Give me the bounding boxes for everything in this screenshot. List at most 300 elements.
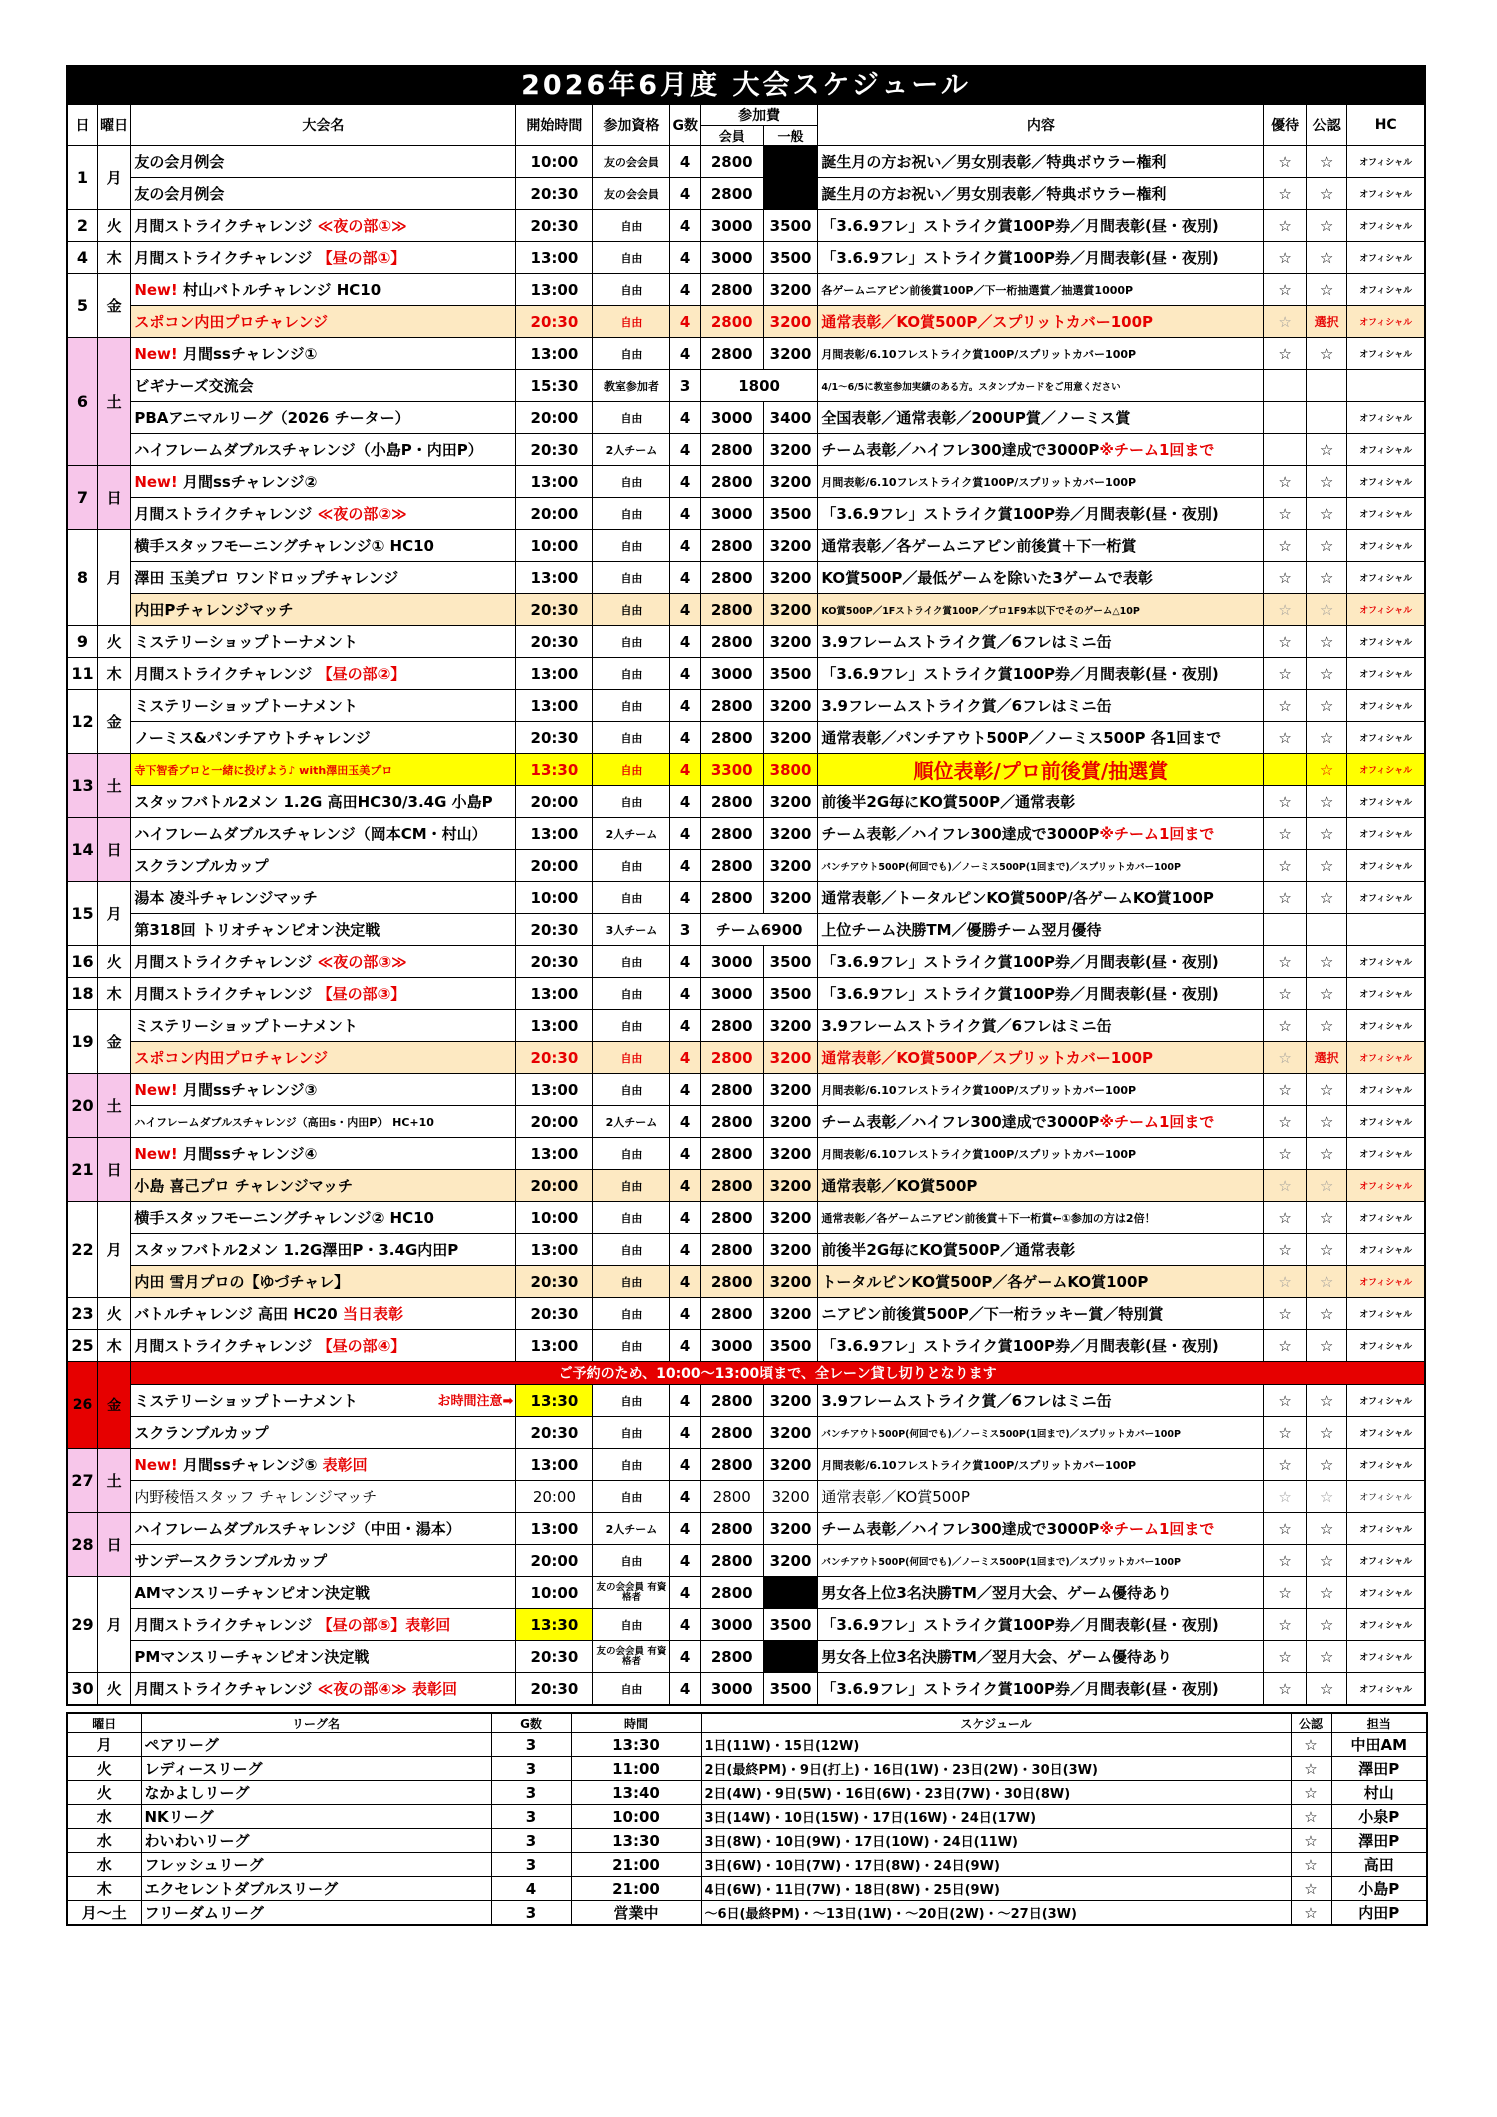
start-time: 13:00: [516, 1449, 593, 1481]
tournament-name: [131, 1449, 516, 1481]
eligibility: 自由: [593, 1609, 670, 1641]
tournament-name: [131, 1417, 516, 1449]
eligibility: 自由: [593, 626, 670, 658]
game-count: 4: [670, 946, 700, 978]
game-count: 4: [670, 1298, 700, 1330]
league-games: 3: [491, 1829, 571, 1853]
kounin-mark: ☆: [1306, 1010, 1347, 1042]
fee-member: 2800: [700, 1074, 763, 1106]
tournament-row: [67, 1042, 1425, 1074]
tournament-highlight: 【昼の部③】: [317, 985, 406, 1003]
tournament-name-text: 寺下智香プロと一緒に投げよう♪ with澤田玉美プロ: [134, 763, 393, 777]
game-count: 4: [670, 818, 700, 850]
fee-member: 2800: [700, 1641, 763, 1673]
start-time: 20:30: [516, 594, 593, 626]
content: [818, 1577, 1264, 1609]
tournament-name: [131, 1138, 516, 1170]
content: [818, 1609, 1264, 1641]
eligibility: 自由: [593, 1545, 670, 1577]
content-text: 誕生月の方お祝い／男女別表彰／特典ボウラー権利: [821, 153, 1167, 171]
tournament-name-text: ハイフレームダブルスチャレンジ（中田・湯本）: [134, 1520, 461, 1538]
day-cell: 7: [67, 466, 97, 530]
league-schedule: 3日(14W)・10日(15W)・17日(16W)・24日(17W): [701, 1805, 1291, 1829]
start-time: 20:30: [516, 434, 593, 466]
tournament-name: [131, 466, 516, 498]
day-cell: 11: [67, 658, 97, 690]
tournament-name-text: 月間ssチャレンジ③: [182, 1081, 318, 1099]
league-header-name: リーグ名: [141, 1713, 491, 1733]
start-time: 20:00: [516, 402, 593, 434]
tournament-row: [67, 946, 1425, 978]
eligibility: 自由: [593, 946, 670, 978]
game-count: 4: [670, 1234, 700, 1266]
tournament-name: [131, 786, 516, 818]
kounin-mark: ☆: [1306, 1673, 1347, 1706]
tournament-name: [131, 146, 516, 178]
start-time: 20:30: [516, 1673, 593, 1706]
fee-general: 3200: [763, 1234, 818, 1266]
league-weekday: 月～土: [67, 1901, 141, 1926]
kounin-mark: ☆: [1306, 178, 1347, 210]
content-text: 男女各上位3名決勝TM／翌月大会、ゲーム優待あり: [821, 1584, 1172, 1602]
content: [818, 210, 1264, 242]
tournament-name-text: PMマンスリーチャンピオン決定戦: [134, 1648, 370, 1666]
hc-label: オフィシャル: [1347, 1449, 1425, 1481]
yutai-mark: ☆: [1264, 1385, 1307, 1417]
weekday-cell: 月: [97, 1577, 130, 1673]
yutai-mark: ☆: [1264, 1170, 1307, 1202]
content-text: 各ゲームニアピン前後賞100P／下一桁抽選賞／抽選賞1000P: [821, 283, 1134, 297]
game-count: 4: [670, 1170, 700, 1202]
content: [818, 1138, 1264, 1170]
game-count: 4: [670, 722, 700, 754]
tournament-highlight: ≪夜の部②≫: [317, 505, 407, 523]
league-header-staff: 担当: [1331, 1713, 1427, 1733]
tournament-row: [67, 1010, 1425, 1042]
tournament-table: [66, 103, 1426, 1706]
fee-general: 3500: [763, 658, 818, 690]
day-cell: 22: [67, 1202, 97, 1298]
start-time: 20:30: [516, 1298, 593, 1330]
content-text: 4/1～6/5に教室参加実績のある方。スタンプカードをご用意ください: [821, 381, 1121, 393]
header-name: 大会名: [131, 104, 516, 146]
tournament-row: [67, 338, 1425, 370]
league-schedule: 4日(6W)・11日(7W)・18日(8W)・25日(9W): [701, 1877, 1291, 1901]
league-time: 13:30: [571, 1829, 701, 1853]
start-time: 13:00: [516, 658, 593, 690]
start-time: 13:00: [516, 274, 593, 306]
fee-general: 3200: [763, 626, 818, 658]
content-text: 「3.6.9フレ」ストライク賞100P券／月間表彰(昼・夜別): [821, 665, 1219, 683]
content-text: KO賞500P／最低ゲームを除いた3ゲームで表彰: [821, 569, 1153, 587]
hc-label: オフィシャル: [1347, 466, 1425, 498]
new-badge: New!: [134, 345, 183, 363]
game-count: 4: [670, 1202, 700, 1234]
tournament-row: [67, 690, 1425, 722]
game-count: 4: [670, 978, 700, 1010]
eligibility: 友の会会員 有資格者: [593, 1641, 670, 1673]
yutai-mark: [1264, 914, 1307, 946]
tournament-name: [131, 690, 516, 722]
content: [818, 850, 1264, 882]
yutai-mark: ☆: [1264, 1138, 1307, 1170]
yutai-mark: ☆: [1264, 818, 1307, 850]
fee-member: 2800: [700, 1513, 763, 1545]
content-note: ※チーム1回まで: [1099, 825, 1215, 843]
tournament-name-text: 横手スタッフモーニングチャレンジ② HC10: [134, 1209, 434, 1227]
header-games: G数: [670, 104, 700, 146]
tournament-name: [131, 722, 516, 754]
tournament-name-text: 内田Pチャレンジマッチ: [134, 601, 294, 619]
kounin-mark: ☆: [1306, 594, 1347, 626]
fee-member: 2800: [700, 1385, 763, 1417]
fee-general: 3200: [763, 818, 818, 850]
fee-member: 2800: [700, 1298, 763, 1330]
content-text: 月間表彰/6.10フレストライク賞100P/スプリットカバー100P: [821, 1083, 1137, 1097]
start-time: 20:30: [516, 946, 593, 978]
fee-general: 3200: [763, 1449, 818, 1481]
fee-member: 2800: [700, 1449, 763, 1481]
start-time: 13:00: [516, 466, 593, 498]
fee-general: 3200: [763, 850, 818, 882]
hc-label: オフィシャル: [1347, 658, 1425, 690]
kounin-mark: ☆: [1306, 850, 1347, 882]
game-count: 3: [670, 370, 700, 402]
day-cell: 19: [67, 1010, 97, 1074]
fee-member: 3000: [700, 978, 763, 1010]
tournament-name-text: バトルチャレンジ 高田 HC20: [134, 1305, 343, 1323]
header-fee: 参加費: [700, 104, 818, 126]
start-time: 10:00: [516, 530, 593, 562]
tournament-row: [67, 882, 1425, 914]
game-count: 4: [670, 1449, 700, 1481]
kounin-mark: ☆: [1306, 498, 1347, 530]
weekday-cell: 日: [97, 1138, 130, 1202]
fee-general: 3200: [763, 1545, 818, 1577]
day-cell: 30: [67, 1673, 97, 1706]
game-count: 4: [670, 274, 700, 306]
eligibility: 友の会会員 有資格者: [593, 1577, 670, 1609]
league-header-kounin: 公認: [1291, 1713, 1331, 1733]
tournament-name: [131, 498, 516, 530]
eligibility: 2人チーム: [593, 434, 670, 466]
yutai-mark: ☆: [1264, 658, 1307, 690]
content: [818, 1298, 1264, 1330]
tournament-name-text: 村山バトルチャレンジ HC10: [182, 281, 382, 299]
day-cell: 23: [67, 1298, 97, 1330]
fee-combined: 1800: [700, 370, 818, 402]
weekday-cell: 木: [97, 242, 130, 274]
tournament-row: [67, 594, 1425, 626]
hc-label: オフィシャル: [1347, 1202, 1425, 1234]
tournament-name: [131, 626, 516, 658]
kounin-mark: ☆: [1306, 882, 1347, 914]
weekday-cell: 金: [97, 1362, 130, 1449]
weekday-cell: 日: [97, 466, 130, 530]
kounin-mark: ☆: [1306, 1074, 1347, 1106]
start-time: 13:30: [516, 1609, 593, 1641]
game-count: 4: [670, 338, 700, 370]
day-cell: 16: [67, 946, 97, 978]
eligibility: 自由: [593, 594, 670, 626]
start-time: 13:00: [516, 1234, 593, 1266]
tournament-name: [131, 978, 516, 1010]
yutai-mark: ☆: [1264, 1074, 1307, 1106]
fee-member: 2800: [700, 1010, 763, 1042]
yutai-mark: ☆: [1264, 178, 1307, 210]
start-time: 20:30: [516, 306, 593, 338]
content-text: 月間表彰/6.10フレストライク賞100P/スプリットカバー100P: [821, 1147, 1137, 1161]
day-cell: 20: [67, 1074, 97, 1138]
tournament-name: [131, 914, 516, 946]
eligibility: 自由: [593, 210, 670, 242]
fee-member: 2800: [700, 850, 763, 882]
content-text: パンチアウト500P(何回でも)／ノーミス500P(1回まで)／スプリットカバー100P: [821, 1428, 1181, 1440]
league-name: ペアリーグ: [141, 1733, 491, 1757]
day-cell: 1: [67, 146, 97, 210]
start-time: 20:30: [516, 1417, 593, 1449]
kounin-mark: ☆: [1306, 1385, 1347, 1417]
fee-general: 3200: [763, 1074, 818, 1106]
kounin-mark: [1306, 370, 1347, 402]
yutai-mark: [1264, 370, 1307, 402]
weekday-cell: 日: [97, 818, 130, 882]
yutai-mark: ☆: [1264, 242, 1307, 274]
content: [818, 306, 1264, 338]
content: [818, 1481, 1264, 1513]
league-staff: 澤田P: [1331, 1829, 1427, 1853]
eligibility: 自由: [593, 562, 670, 594]
league-row: [67, 1853, 1427, 1877]
fee-member: 2800: [700, 530, 763, 562]
fee-general: 3200: [763, 1010, 818, 1042]
content-text: 3.9フレームストライク賞／6フレはミニ缶: [821, 1392, 1112, 1410]
hc-label: オフィシャル: [1347, 850, 1425, 882]
eligibility: 自由: [593, 1330, 670, 1362]
new-badge: New!: [134, 1081, 183, 1099]
day-cell: 27: [67, 1449, 97, 1513]
kounin-mark: ☆: [1306, 274, 1347, 306]
league-name: わいわいリーグ: [141, 1829, 491, 1853]
content-text: 誕生月の方お祝い／男女別表彰／特典ボウラー権利: [821, 185, 1167, 203]
hc-label: オフィシャル: [1347, 1106, 1425, 1138]
weekday-cell: 日: [97, 1513, 130, 1577]
fee-member: 2800: [700, 818, 763, 850]
tournament-name-text: 内野稜悟スタッフ チャレンジマッチ: [134, 1488, 378, 1506]
kounin-mark: ☆: [1306, 1481, 1347, 1513]
game-count: 4: [670, 626, 700, 658]
fee-general: 3200: [763, 466, 818, 498]
yutai-mark: ☆: [1264, 1609, 1307, 1641]
game-count: 4: [670, 690, 700, 722]
content-text: 通常表彰／トータルピンKO賞500P/各ゲームKO賞100P: [821, 889, 1214, 907]
start-time: 13:00: [516, 978, 593, 1010]
hc-label: オフィシャル: [1347, 1010, 1425, 1042]
eligibility: 自由: [593, 274, 670, 306]
weekday-cell: 火: [97, 210, 130, 242]
content-text: 3.9フレームストライク賞／6フレはミニ缶: [821, 697, 1112, 715]
start-time: 20:30: [516, 914, 593, 946]
content: [818, 1513, 1264, 1545]
game-count: 4: [670, 786, 700, 818]
weekday-cell: 月: [97, 530, 130, 626]
eligibility: 自由: [593, 978, 670, 1010]
content: [818, 1074, 1264, 1106]
content: [818, 1234, 1264, 1266]
game-count: 4: [670, 466, 700, 498]
header-day: 日: [67, 104, 97, 146]
tournament-highlight: 【昼の部①】: [317, 249, 406, 267]
weekday-cell: 金: [97, 690, 130, 754]
header-eligibility: 参加資格: [593, 104, 670, 146]
content-text: 男女各上位3名決勝TM／翌月大会、ゲーム優待あり: [821, 1648, 1172, 1666]
hc-label: オフィシャル: [1347, 1074, 1425, 1106]
tournament-highlight: 【昼の部⑤】表彰回: [317, 1616, 451, 1634]
league-name: エクセレントダブルスリーグ: [141, 1877, 491, 1901]
tournament-row: [67, 754, 1425, 786]
weekday-cell: 火: [97, 946, 130, 978]
content: [818, 562, 1264, 594]
weekday-cell: 木: [97, 658, 130, 690]
content-note: ※チーム1回まで: [1099, 441, 1215, 459]
league-name: なかよしリーグ: [141, 1781, 491, 1805]
start-time: 20:00: [516, 1170, 593, 1202]
content-text: パンチアウト500P(何回でも)／ノーミス500P(1回まで)／スプリットカバー100P: [821, 1556, 1181, 1568]
content-text: トータルピンKO賞500P／各ゲームKO賞100P: [821, 1273, 1149, 1291]
kounin-mark: ☆: [1306, 1577, 1347, 1609]
fee-general: 3200: [763, 306, 818, 338]
kounin-mark: ☆: [1306, 658, 1347, 690]
fee-general: 3500: [763, 210, 818, 242]
league-staff: 内田P: [1331, 1901, 1427, 1926]
new-badge: New!: [134, 1145, 183, 1163]
hc-label: オフィシャル: [1347, 594, 1425, 626]
game-count: 4: [670, 1010, 700, 1042]
day-cell: 8: [67, 530, 97, 626]
header-weekday: 曜日: [97, 104, 130, 146]
tournament-row: [67, 1481, 1425, 1513]
fee-general: 3200: [763, 338, 818, 370]
hc-label: オフィシャル: [1347, 210, 1425, 242]
fee-general: 3500: [763, 1673, 818, 1706]
day-cell: 15: [67, 882, 97, 946]
fee-member: 2800: [700, 1481, 763, 1513]
league-staff: 澤田P: [1331, 1757, 1427, 1781]
fee-member: 2800: [700, 1417, 763, 1449]
content: [818, 658, 1264, 690]
start-time: 20:30: [516, 1042, 593, 1074]
hc-label: オフィシャル: [1347, 274, 1425, 306]
eligibility: 自由: [593, 850, 670, 882]
tournament-name: [131, 1266, 516, 1298]
yutai-mark: ☆: [1264, 1641, 1307, 1673]
eligibility: 自由: [593, 754, 670, 786]
kounin-mark: ☆: [1306, 946, 1347, 978]
fee-general: 3200: [763, 434, 818, 466]
game-count: 4: [670, 1106, 700, 1138]
fee-member: 2800: [700, 1545, 763, 1577]
hc-label: オフィシャル: [1347, 818, 1425, 850]
weekday-cell: 金: [97, 274, 130, 338]
game-count: 4: [670, 1481, 700, 1513]
yutai-mark: ☆: [1264, 562, 1307, 594]
fee-member: 3300: [700, 754, 763, 786]
league-staff: 中田AM: [1331, 1733, 1427, 1757]
start-time: 10:00: [516, 1202, 593, 1234]
tournament-row: [67, 914, 1425, 946]
content: [818, 530, 1264, 562]
game-count: 4: [670, 306, 700, 338]
league-staff: 村山: [1331, 1781, 1427, 1805]
fee-member: 3000: [700, 210, 763, 242]
league-games: 3: [491, 1781, 571, 1805]
fee-general: 3200: [763, 1266, 818, 1298]
content-text: パンチアウト500P(何回でも)／ノーミス500P(1回まで)／スプリットカバー100P: [821, 861, 1181, 873]
league-schedule: 3日(6W)・10日(7W)・17日(8W)・24日(9W): [701, 1853, 1291, 1877]
hc-label: オフィシャル: [1347, 1673, 1425, 1706]
header-yutai: 優待: [1264, 104, 1307, 146]
kounin-mark: ☆: [1306, 530, 1347, 562]
start-time: 13:00: [516, 562, 593, 594]
yutai-mark: ☆: [1264, 882, 1307, 914]
tournament-name-text: ミステリーショップトーナメント: [134, 697, 358, 715]
tournament-name-text: 月間ストライクチャレンジ: [134, 1337, 318, 1355]
content-text: 「3.6.9フレ」ストライク賞100P券／月間表彰(昼・夜別): [821, 1680, 1219, 1698]
league-kounin: ☆: [1291, 1757, 1331, 1781]
game-count: 4: [670, 1609, 700, 1641]
tournament-name-text: ハイフレームダブルスチャレンジ（小島P・内田P）: [134, 441, 483, 459]
game-count: 4: [670, 434, 700, 466]
hc-label: オフィシャル: [1347, 1609, 1425, 1641]
fee-general: 3200: [763, 722, 818, 754]
yutai-mark: ☆: [1264, 690, 1307, 722]
start-time: 20:00: [516, 850, 593, 882]
tournament-name-text: 友の会月例会: [134, 185, 225, 203]
tournament-name: [131, 1074, 516, 1106]
kounin-mark: ☆: [1306, 1266, 1347, 1298]
day-cell: 26: [67, 1362, 97, 1449]
eligibility: 教室参加者: [593, 370, 670, 402]
fee-member: 3000: [700, 658, 763, 690]
tournament-name-text: ハイフレームダブルスチャレンジ（高田s・内田P） HC+10: [134, 1115, 434, 1129]
tournament-row: [67, 1577, 1425, 1609]
tournament-name-text: 横手スタッフモーニングチャレンジ① HC10: [134, 537, 434, 555]
eligibility: 自由: [593, 1417, 670, 1449]
yutai-mark: ☆: [1264, 1202, 1307, 1234]
content: [818, 786, 1264, 818]
hc-label: オフィシャル: [1347, 178, 1425, 210]
league-header-weekday: 曜日: [67, 1713, 141, 1733]
eligibility: 自由: [593, 530, 670, 562]
tournament-name: [131, 1330, 516, 1362]
start-time: 20:00: [516, 1481, 593, 1513]
weekday-cell: 月: [97, 146, 130, 210]
eligibility: 2人チーム: [593, 1513, 670, 1545]
league-time: 13:30: [571, 1733, 701, 1757]
yutai-mark: ☆: [1264, 1545, 1307, 1577]
tournament-name-text: ミステリーショップトーナメント: [134, 1392, 358, 1410]
eligibility: 友の会会員: [593, 146, 670, 178]
content: [818, 146, 1264, 178]
content-text: 「3.6.9フレ」ストライク賞100P券／月間表彰(昼・夜別): [821, 249, 1219, 267]
content: [818, 498, 1264, 530]
day-cell: 4: [67, 242, 97, 274]
eligibility: 自由: [593, 498, 670, 530]
kounin-mark: ☆: [1306, 722, 1347, 754]
kounin-mark: [1306, 914, 1347, 946]
fee-member: 2800: [700, 434, 763, 466]
yutai-mark: ☆: [1264, 1106, 1307, 1138]
